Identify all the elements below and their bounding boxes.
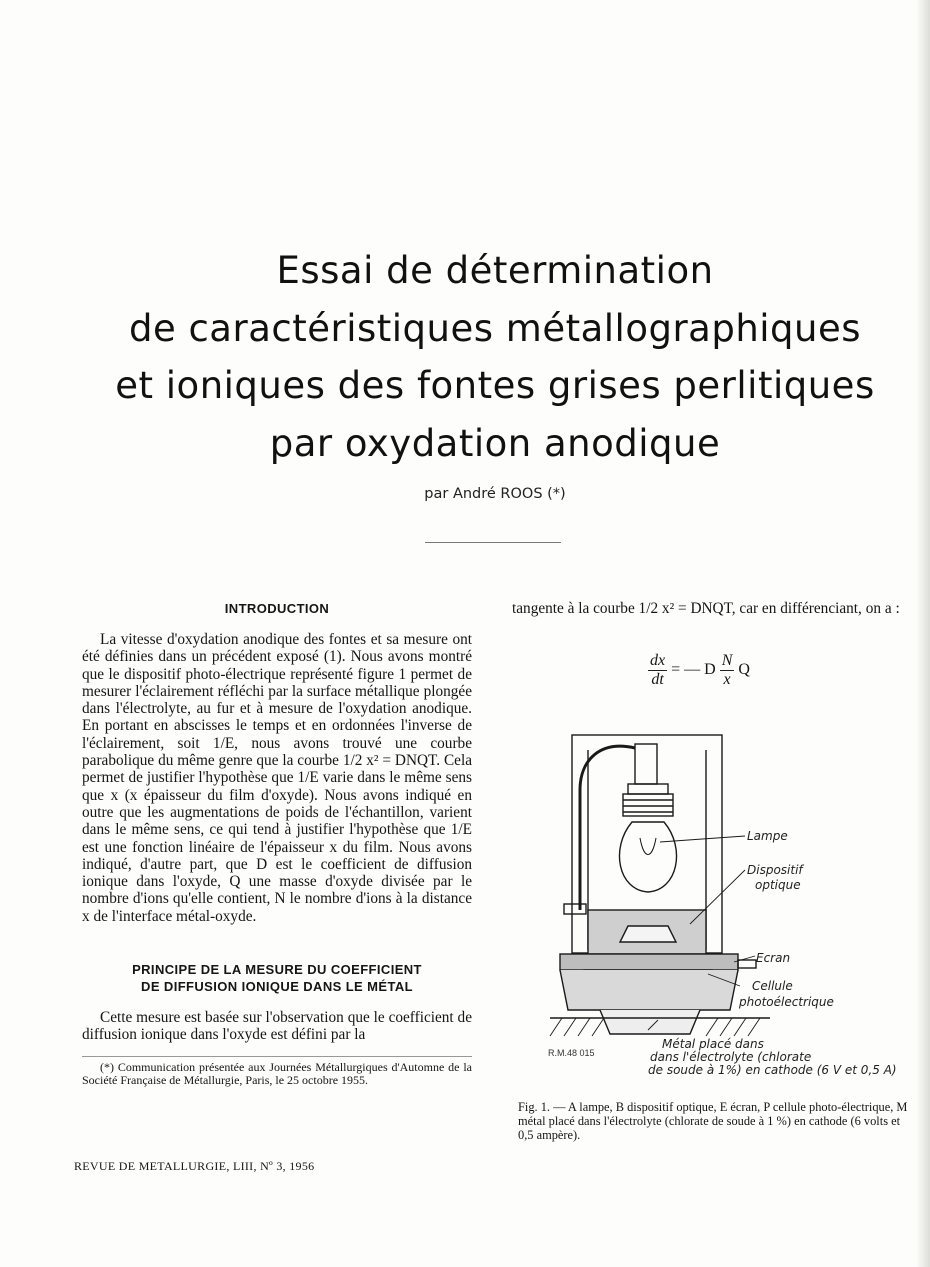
right-column: [512, 600, 922, 617]
principe-heading: [82, 961, 472, 995]
figure-caption: Fig. 1. — A lampe, B dispositif optique, E écran, P cellule photo-électrique, M métal placé dans l'électrolyte (chlorate de soude à 1 %) en cathode (6 volts et 0,5 ampère).: [518, 1100, 908, 1143]
apparatus-figure: [540, 730, 930, 1080]
right-column-paragraph: tangente à la courbe 1/2 x² = DNQT, car en différenciant, on a :: [512, 600, 900, 617]
journal-reference: REVUE DE METALLURGIE, LIII, Nº 3, 1956: [74, 1159, 315, 1173]
label-ecran: Ecran: [756, 951, 791, 965]
label-metal-1: Métal placé dans: [662, 1037, 764, 1051]
equation-rhs-numerator: N: [721, 652, 733, 669]
lamp-bulb: [619, 822, 676, 892]
title-line-2: de caractéristiques métallographiques: [128, 306, 862, 350]
label-cellule-2: photoélectrique: [739, 995, 834, 1009]
principe-heading-line-1: PRINCIPE DE LA MESURE DU COEFFICIENT: [132, 962, 422, 978]
article-title: [0, 242, 930, 472]
label-metal-3: de soude à 1%) en cathode (6 V et 0,5 A): [648, 1063, 897, 1077]
left-column: [82, 600, 472, 1087]
equation-lhs-denominator: dt: [651, 671, 664, 688]
equation-lhs: [648, 652, 667, 689]
label-cellule-1: Cellule: [752, 979, 793, 993]
title-line-3: et ioniques des fontes grises perlitiques: [115, 364, 875, 407]
footnote: [82, 1056, 472, 1087]
footnote-text: (*) Communication présentée aux Journées Métallurgiques d'Automne de la Société Française de Métallurgie, Paris, le 25 octobre 1955.: [82, 1059, 472, 1087]
figure-reference: R.M.48 015: [548, 1048, 595, 1058]
title-line-4: par oxydation anodique: [269, 421, 721, 465]
equation-lhs-numerator: dx: [650, 652, 666, 669]
author-byline: par André ROOS (*): [424, 486, 566, 502]
apparatus-drawing: [550, 735, 770, 1034]
equation-middle: = — D: [671, 661, 716, 679]
introduction-paragraph: La vitesse d'oxydation anodique des fontes et sa mesure ont été définies dans un précédent exposé (1). Nous avons montré que le dispositif photo-électrique représenté figure 1 permet de mesurer l'éclairement réfléchi par la surface métallique plongée dans l'électrolyte, au fur et à mesure de l'oxydation anodique. En portant en abscisses le temps et en ordonnées l'inverse de l'éclairement, soit 1/E, nous avons trouvé une courbe parabolique du même genre que la courbe 1/2 x² = DNQT. Cela permet de justifier l'hypothèse que 1/E varie dans le même sens que x (x épaisseur du film d'oxyde). Nous avons indiqué en outre que les augmentations de poids de l'échantillon, varient dans le même sens, ce qui tend à justifier l'hypothèse que 1/E est une fonction linéaire de l'épaisseur x du film. Nous avons indiqué, d'autre part, que D est le coefficient de diffusion ionique dans l'oxyde, Q une masse d'oxyde divisée par le nombre d'ions qu'elle contient, N le nombre d'ions à la distance x de l'interface métal-oxyde.: [82, 631, 472, 925]
label-metal-2: dans l'électrolyte (chlorate: [650, 1050, 812, 1064]
title-divider: [425, 542, 561, 543]
label-dispositif-2: optique: [755, 878, 801, 892]
principe-paragraph: Cette mesure est basée sur l'observation que le coefficient de diffusion ionique dans l'oxyde est défini par la: [82, 1009, 472, 1044]
title-line-1: Essai de détermination: [276, 249, 714, 292]
label-lampe: Lampe: [747, 829, 788, 843]
principe-heading-line-2: DE DIFFUSION IONIQUE DANS LE MÉTAL: [141, 979, 413, 995]
label-dispositif-1: Dispositif: [747, 863, 803, 877]
screen: [560, 954, 738, 970]
equation-tail: Q: [738, 661, 750, 679]
equation: [648, 652, 750, 689]
introduction-heading: INTRODUCTION: [224, 601, 330, 616]
equation-rhs-denominator: x: [723, 671, 731, 688]
equation-rhs: [720, 652, 735, 689]
